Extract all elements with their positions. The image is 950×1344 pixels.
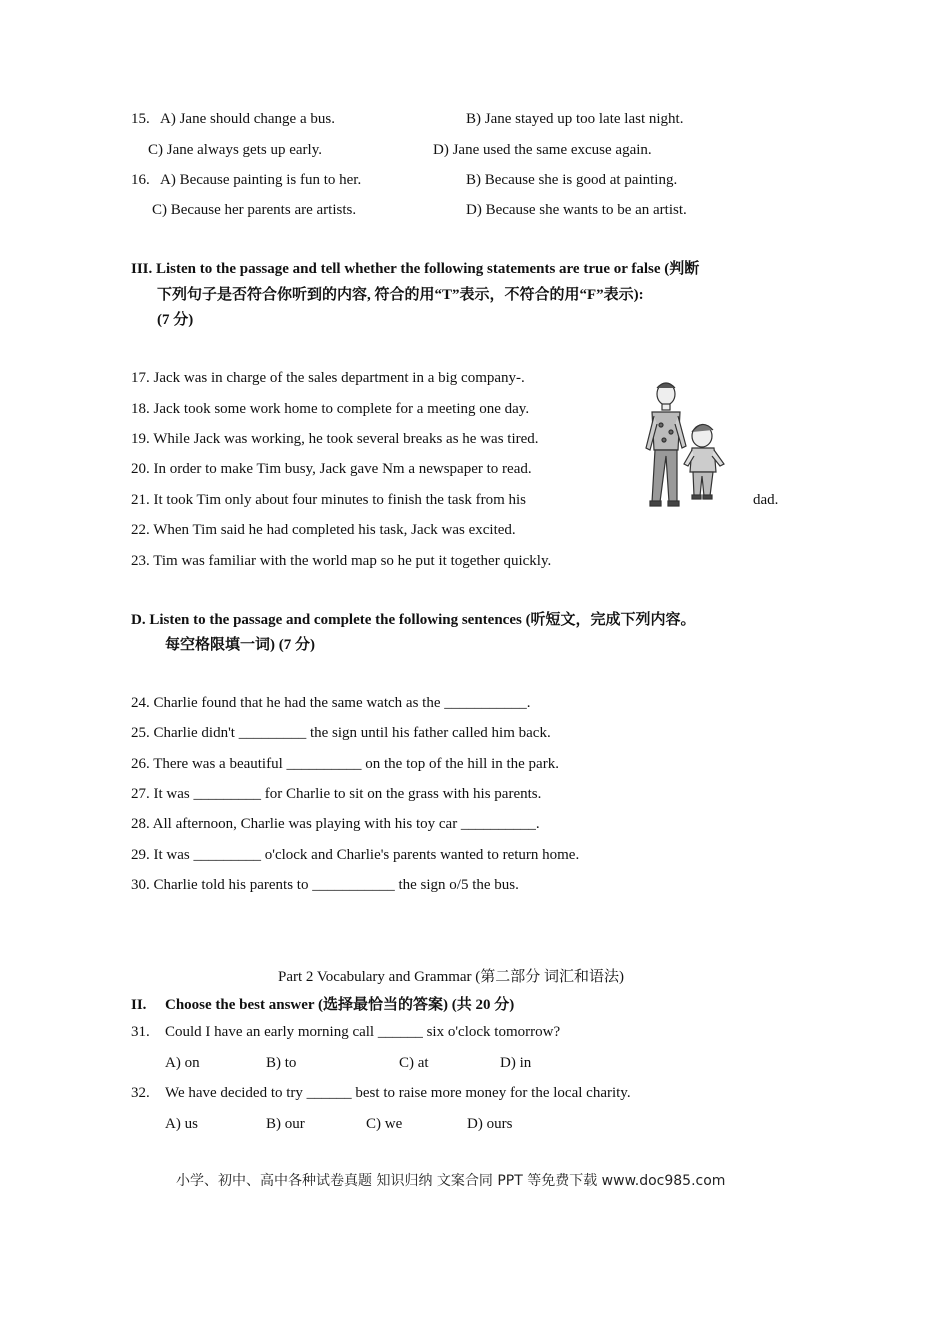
- question-31-option-c: C) at: [399, 1055, 429, 1071]
- section-d-heading: D. Listen to the passage and complete the following sentences (听短文，完成下列内容。: [131, 612, 696, 628]
- sentence-27: 27. It was _________ for Charlie to sit on the grass with his parents.: [131, 786, 542, 802]
- statement-22: 22. When Tim said he had completed his task, Jack was excited.: [131, 522, 516, 538]
- question-16-option-d: D) Because she wants to be an artist.: [466, 202, 687, 218]
- sentence-24: 24. Charlie found that he had the same watch as the ___________.: [131, 695, 531, 711]
- sentence-28: 28. All afternoon, Charlie was playing with his toy car __________.: [131, 816, 540, 832]
- section-3-score: (7 分): [157, 312, 194, 328]
- statement-18: 18. Jack took some work home to complete for a meeting one day.: [131, 401, 530, 417]
- question-31-option-d: D) in: [500, 1055, 532, 1071]
- question-31-option-b: B) to: [266, 1055, 297, 1071]
- section-3-heading: III. Listen to the passage and tell whether the following statements are true or false (判断: [131, 261, 700, 277]
- sentence-26: 26. There was a beautiful __________ on the top of the hill in the park.: [131, 756, 559, 772]
- sentence-30: 30. Charlie told his parents to ___________ the sign o/5 the bus.: [131, 877, 519, 893]
- statement-21-end: dad.: [753, 492, 779, 508]
- question-16-number: 16.: [131, 172, 150, 188]
- section-3-instructions: 下列句子是否符合你听到的内容, 符合的用“T”表示，不符合的用“F”表示):: [157, 287, 644, 303]
- man-and-boy-illustration: [636, 380, 740, 510]
- question-31-text: Could I have an early morning call ______ six o'clock tomorrow?: [165, 1024, 561, 1040]
- question-32-number: 32.: [131, 1085, 150, 1101]
- statement-21: 21. It took Tim only about four minutes to finish the task from his: [131, 492, 526, 508]
- statement-17: 17. Jack was in charge of the sales department in a big company-.: [131, 370, 525, 386]
- question-31-number: 31.: [131, 1024, 150, 1040]
- sentence-29: 29. It was _________ o'clock and Charlie's parents wanted to return home.: [131, 847, 580, 863]
- question-16-option-a: A) Because painting is fun to her.: [160, 172, 362, 188]
- section-2-number: II.: [131, 997, 147, 1013]
- question-32-option-b: B) our: [266, 1116, 305, 1132]
- question-15-option-c: C) Jane always gets up early.: [148, 142, 322, 158]
- question-32-option-c: C) we: [366, 1116, 403, 1132]
- boy-figure: [684, 424, 724, 499]
- statement-20: 20. In order to make Tim busy, Jack gave Nm a newspaper to read.: [131, 461, 532, 477]
- question-16-option-c: C) Because her parents are artists.: [152, 202, 357, 218]
- question-32-text: We have decided to try ______ best to raise more money for the local charity.: [165, 1085, 631, 1101]
- section-2-heading: Choose the best answer (选择最恰当的答案) (共 20 分): [165, 997, 515, 1013]
- question-16-option-b: B) Because she is good at painting.: [466, 172, 678, 188]
- question-32-option-d: D) ours: [467, 1116, 513, 1132]
- section-d-instructions: 每空格限填一词) (7 分): [165, 637, 315, 653]
- question-15-option-a: A) Jane should change a bus.: [160, 111, 335, 127]
- question-15-number: 15.: [131, 111, 150, 127]
- statement-19: 19. While Jack was working, he took several breaks as he was tired.: [131, 431, 539, 447]
- question-15-option-d: D) Jane used the same excuse again.: [433, 142, 652, 158]
- part-2-title: Part 2 Vocabulary and Grammar (第二部分 词汇和语法): [278, 969, 625, 985]
- question-15-option-b: B) Jane stayed up too late last night.: [466, 111, 684, 127]
- man-figure: [646, 383, 686, 506]
- statement-23: 23. Tim was familiar with the world map so he put it together quickly.: [131, 553, 552, 569]
- sentence-25: 25. Charlie didn't _________ the sign until his father called him back.: [131, 725, 551, 741]
- question-31-option-a: A) on: [165, 1055, 200, 1071]
- footer-watermark: 小学、初中、高中各种试卷真题 知识归纳 文案合同 PPT 等免费下载 www.doc985.com: [176, 1173, 726, 1189]
- question-32-option-a: A) us: [165, 1116, 198, 1132]
